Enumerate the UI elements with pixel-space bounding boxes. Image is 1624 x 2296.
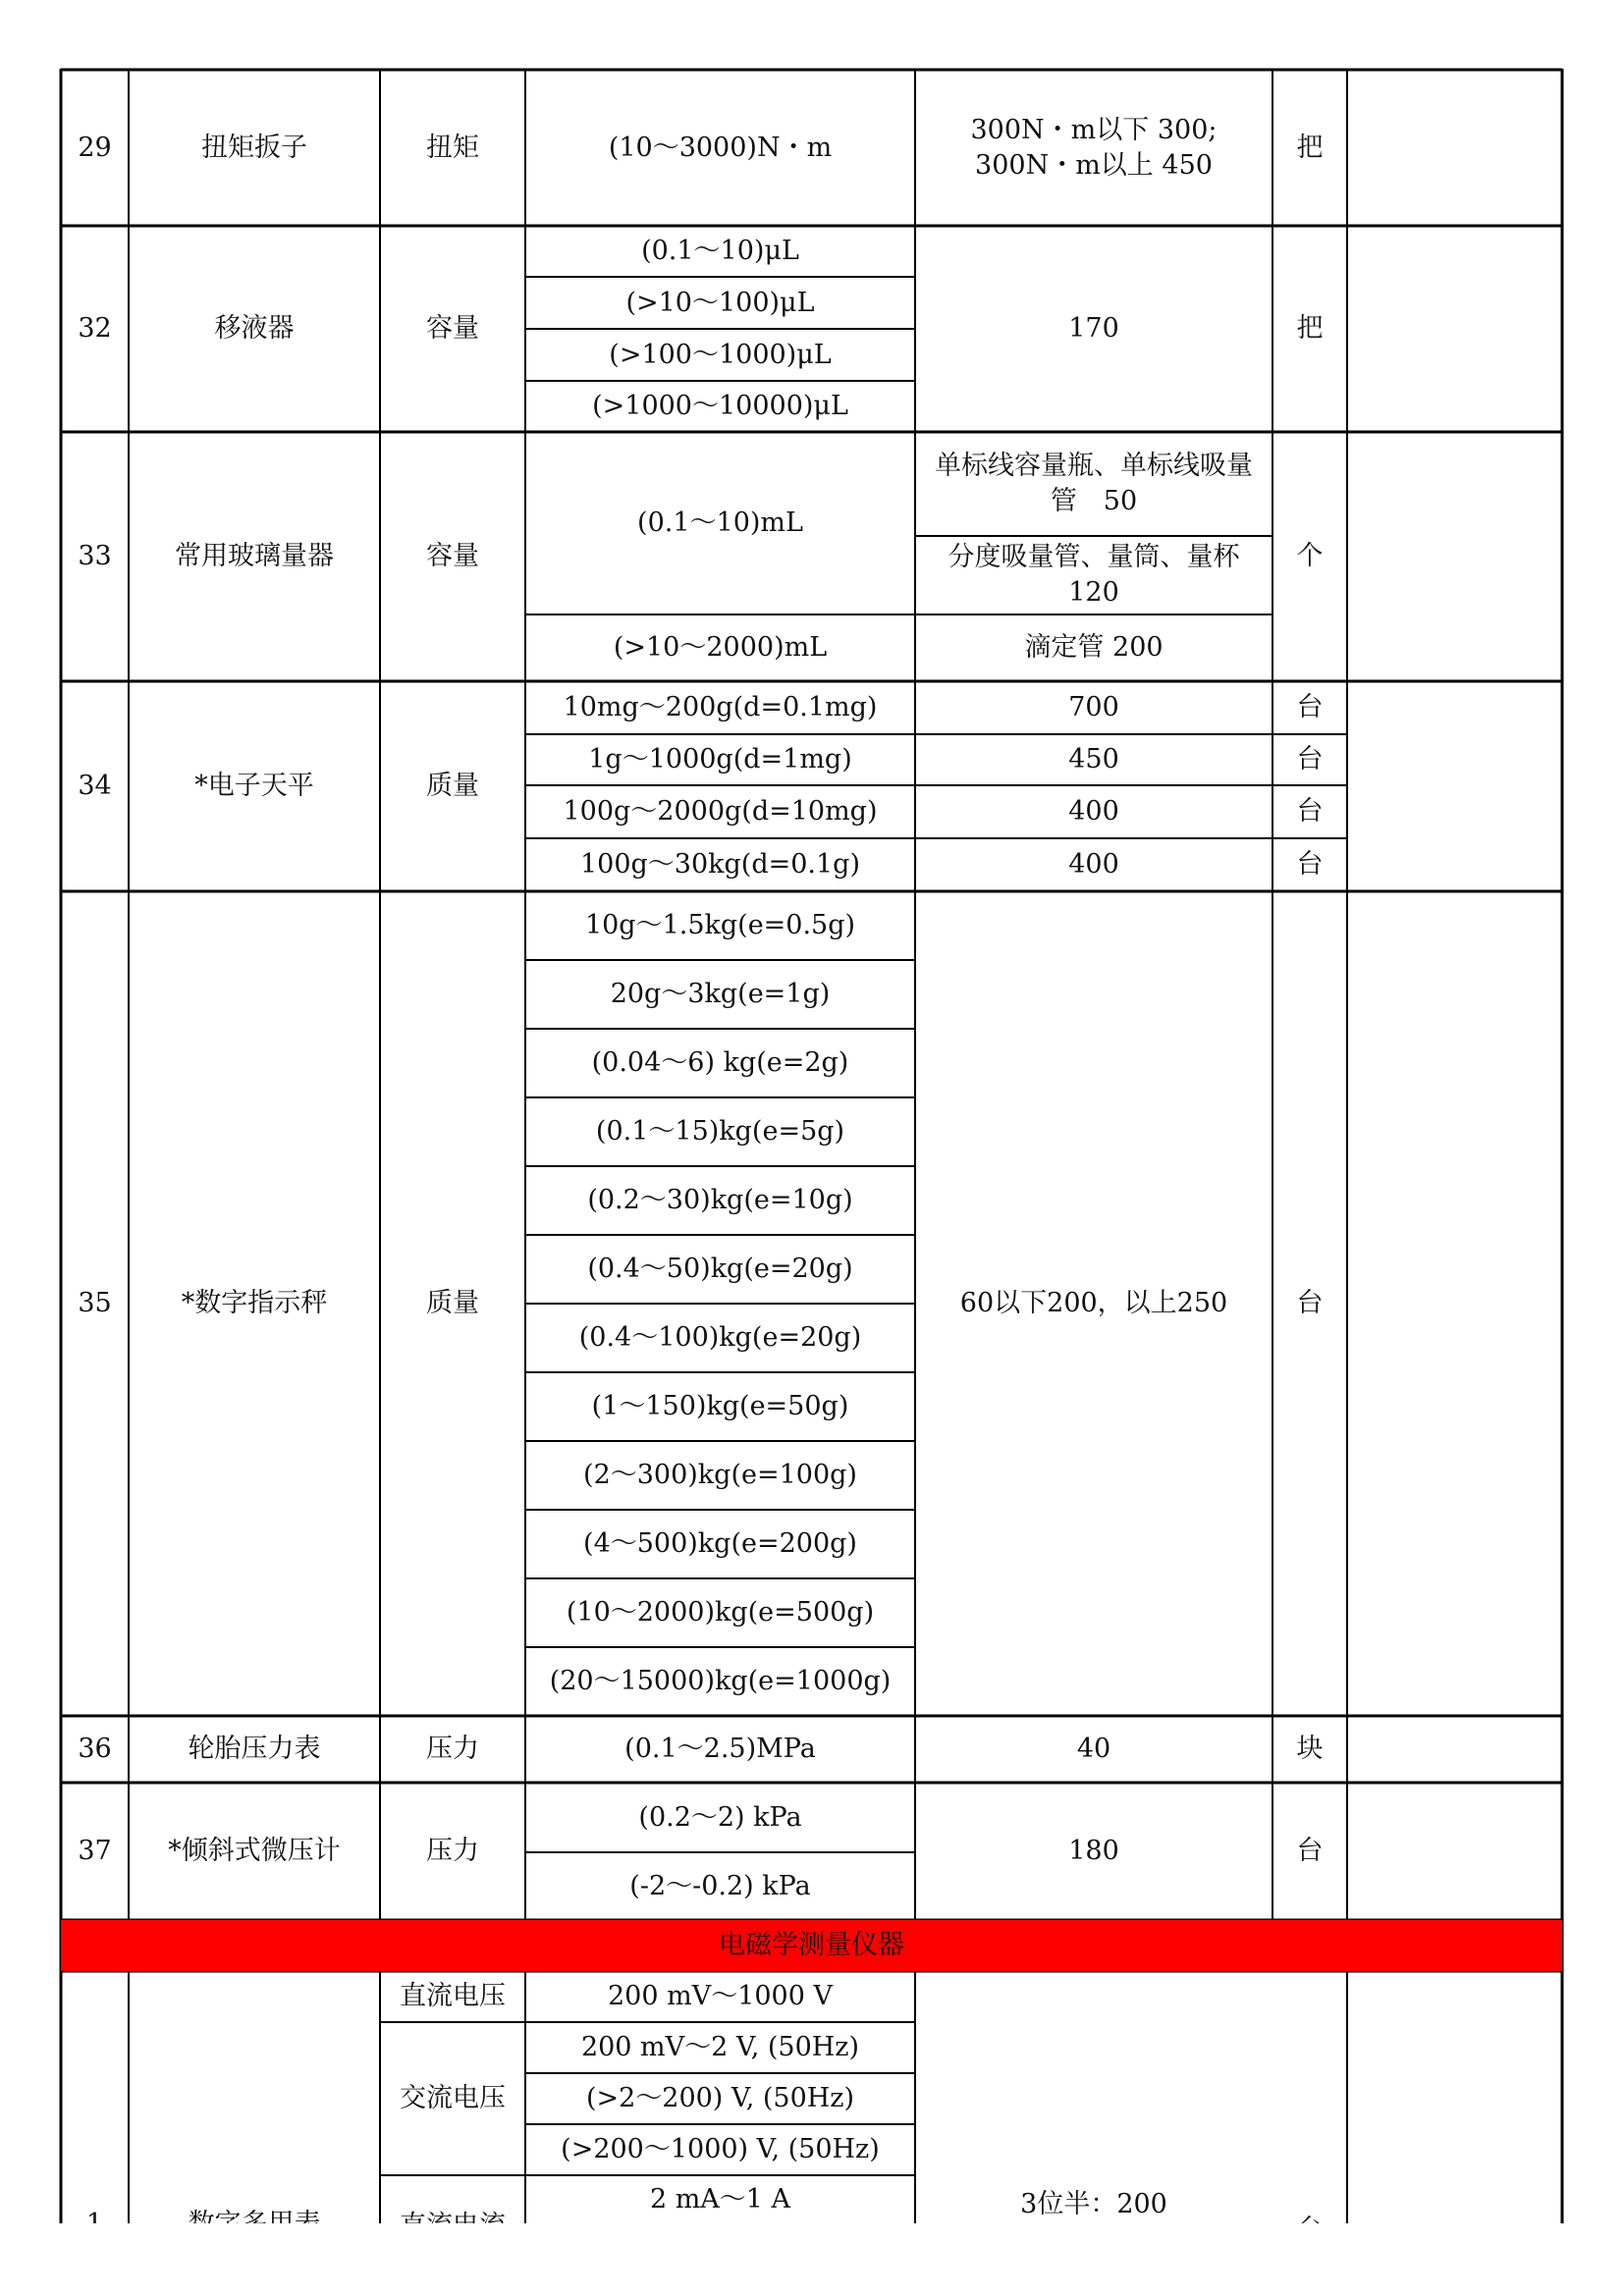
fee [915, 1716, 1272, 1783]
row-number-text: 29 [78, 133, 112, 163]
unit-text: 把 [1296, 133, 1324, 163]
measuring-range [525, 614, 915, 681]
row-number [61, 432, 129, 681]
measured-parameter [380, 1971, 525, 2022]
instrument-name-text: *数字指示秤 [181, 1288, 328, 1318]
measuring-range-text: 10mg～200g(d=0.1mg) [563, 692, 878, 722]
measuring-range-text: (4～500)kg(e=200g) [583, 1528, 857, 1559]
measuring-range [525, 1716, 915, 1783]
row-number [61, 681, 129, 891]
measuring-range [525, 226, 915, 277]
measuring-range [525, 1235, 915, 1304]
fee-text: 400 [1068, 849, 1119, 880]
unit [1272, 681, 1347, 734]
fee-text: 300N・m以下 300; 300N・m以上 450 [970, 115, 1218, 181]
unit [1272, 734, 1347, 785]
measured-parameter-text: 容量 [426, 541, 479, 571]
measuring-range [525, 1971, 915, 2022]
unit-text: 台 [1296, 692, 1324, 722]
fee-text: 400 [1068, 796, 1119, 827]
measuring-range-text: (20～15000)kg(e=1000g) [549, 1666, 892, 1696]
measuring-range [525, 681, 915, 734]
instrument-name-text: *电子天平 [194, 771, 314, 801]
fee [915, 71, 1272, 226]
fee-text: 3位半：200 [1020, 2189, 1167, 2219]
measuring-range-text: 20g～3kg(e=1g) [610, 979, 831, 1009]
row-number [61, 1716, 129, 1783]
row-number-text: 36 [78, 1734, 112, 1764]
measured-parameter [380, 891, 525, 1716]
measured-parameter [380, 681, 525, 891]
row-number [61, 891, 129, 1716]
row-number [61, 71, 129, 226]
measuring-range [525, 1647, 915, 1716]
row-number-text: 35 [78, 1288, 112, 1318]
measuring-range [525, 1304, 915, 1372]
measuring-range-text: 100g～2000g(d=10mg) [563, 796, 878, 827]
measuring-range-text: (0.04～6) kg(e=2g) [591, 1047, 849, 1078]
fee-text: 40 [1076, 1734, 1111, 1764]
measured-parameter-text: 直流电压 [400, 1981, 506, 2011]
measuring-range [525, 71, 915, 226]
measuring-range-text: (0.1～10)μL [641, 236, 799, 266]
fee [915, 838, 1272, 891]
unit-text: 台 [1296, 1288, 1324, 1318]
fee [915, 536, 1272, 614]
measuring-range-text: 100g～30kg(d=0.1g) [579, 849, 861, 880]
remark [1347, 891, 1562, 1716]
instrument-name [129, 1783, 380, 1920]
unit [1272, 838, 1347, 891]
fee [915, 681, 1272, 734]
unit-text: 台 [1296, 1836, 1324, 1866]
fee-text: 单标线容量瓶、单标线吸量管 50 [935, 451, 1253, 516]
measuring-range [525, 1783, 915, 1852]
measuring-range-text: (1～150)kg(e=50g) [591, 1391, 849, 1421]
unit-text: 台 [1296, 849, 1324, 880]
measuring-range-text: (-2～-0.2) kPa [629, 1870, 811, 1901]
measuring-range-text: (0.4～100)kg(e=20g) [578, 1322, 862, 1353]
row-number-text: 34 [78, 771, 112, 801]
instrument-name [129, 71, 380, 226]
fee [915, 734, 1272, 785]
remark [1347, 226, 1562, 432]
fee-text: 滴定管 200 [1024, 632, 1164, 663]
instrument-name [129, 226, 380, 432]
measuring-range [525, 381, 915, 432]
measuring-range [525, 1578, 915, 1647]
measuring-range-text: (10～2000)kg(e=500g) [566, 1597, 875, 1628]
measuring-range [525, 1852, 915, 1920]
fee [915, 785, 1272, 838]
fee [915, 614, 1272, 681]
measuring-range-text: (>10～2000)mL [613, 632, 828, 663]
measuring-range [525, 1510, 915, 1578]
measuring-range-text: (>10～100)μL [625, 287, 815, 318]
measured-parameter-text: 压力 [426, 1734, 479, 1764]
measured-parameter [380, 71, 525, 226]
measuring-range-text: (0.1～10)mL [637, 507, 803, 538]
instrument-name-text: *倾斜式微压计 [168, 1836, 341, 1866]
measuring-range [525, 277, 915, 329]
fee-text: 180 [1068, 1836, 1119, 1866]
measuring-range-text: 200 mV～2 V, (50Hz) [580, 2032, 860, 2062]
unit-text: 块 [1296, 1734, 1324, 1764]
measuring-range-text: (0.2～30)kg(e=10g) [587, 1185, 853, 1215]
measuring-range-text: (0.4～50)kg(e=20g) [587, 1254, 853, 1284]
unit-text: 把 [1296, 313, 1324, 344]
row-number-text: 33 [78, 541, 112, 571]
instrument-name-text: 轮胎压力表 [188, 1734, 321, 1764]
page-cutoff [0, 2223, 1624, 2296]
measuring-range [525, 2073, 915, 2124]
row-number-text: 32 [78, 313, 112, 344]
measuring-range [525, 432, 915, 614]
fee-text: 700 [1068, 692, 1119, 722]
row-number-text: 37 [78, 1836, 112, 1866]
unit [1272, 432, 1347, 681]
instrument-name-text: 移液器 [214, 313, 295, 344]
row-number [61, 226, 129, 432]
instrument-name [129, 681, 380, 891]
measured-parameter [380, 2022, 525, 2175]
measuring-range [525, 2022, 915, 2073]
measuring-range [525, 838, 915, 891]
measuring-range [525, 960, 915, 1029]
section-title [61, 1920, 1562, 1971]
measured-parameter-text: 压力 [426, 1836, 479, 1866]
unit-text: 台 [1296, 796, 1324, 827]
measuring-range-text: (>200～1000) V, (50Hz) [561, 2134, 880, 2164]
instrument-name [129, 1716, 380, 1783]
measuring-range [525, 2124, 915, 2175]
unit [1272, 1716, 1347, 1783]
measuring-range [525, 2175, 915, 2223]
instrument-name-text: 常用玻璃量器 [175, 541, 334, 571]
fee-text: 450 [1068, 744, 1119, 774]
measuring-range [525, 1166, 915, 1235]
unit [1272, 71, 1347, 226]
instrument-name [129, 891, 380, 1716]
remark [1347, 681, 1562, 891]
fee [915, 891, 1272, 1716]
row-number [61, 1783, 129, 1920]
unit [1272, 891, 1347, 1716]
measuring-range-text: 2 mA～1 A [649, 2183, 791, 2215]
measuring-range [525, 1372, 915, 1441]
measured-parameter-text: 容量 [426, 313, 479, 344]
measured-parameter [380, 432, 525, 681]
unit [1272, 785, 1347, 838]
remark [1347, 432, 1562, 681]
measuring-range-text: (10～3000)N・m [608, 133, 833, 163]
instrument-name [129, 432, 380, 681]
measuring-range [525, 1441, 915, 1510]
measuring-range-text: (2～300)kg(e=100g) [583, 1460, 857, 1490]
unit-text: 台 [1296, 744, 1324, 774]
measured-parameter [380, 1783, 525, 1920]
measuring-range [525, 1097, 915, 1166]
measuring-range [525, 734, 915, 785]
measuring-range [525, 329, 915, 381]
fee-text: 170 [1068, 313, 1119, 344]
fee [915, 226, 1272, 432]
measured-parameter [380, 226, 525, 432]
measuring-range-text: (0.1～15)kg(e=5g) [595, 1116, 845, 1147]
instrument-name-text: 扭矩扳子 [201, 133, 307, 163]
measured-parameter-text: 扭矩 [426, 133, 479, 163]
remark [1347, 1716, 1562, 1783]
unit-text: 个 [1296, 541, 1324, 571]
measured-parameter-text: 交流电压 [400, 2083, 506, 2113]
measured-parameter-text: 质量 [426, 771, 479, 801]
fee-text: 分度吸量管、量筒、量杯 120 [947, 542, 1240, 608]
measured-parameter [380, 1716, 525, 1783]
measuring-range-text: (>2～200) V, (50Hz) [585, 2083, 855, 2113]
measuring-range-text: (>1000～10000)μL [592, 391, 848, 421]
fee-text: 60以下200，以上250 [959, 1288, 1228, 1318]
fee [915, 432, 1272, 536]
measuring-range-text: 10g～1.5kg(e=0.5g) [584, 910, 856, 940]
measuring-range-text: (0.2～2) kPa [638, 1801, 802, 1833]
remark [1347, 71, 1562, 226]
measuring-range-text: (0.1～2.5)MPa [624, 1734, 816, 1764]
measuring-range-text: (>100～1000)μL [609, 339, 832, 370]
remark [1347, 1783, 1562, 1920]
fee [915, 1783, 1272, 1920]
measuring-range-text: 1g～1000g(d=1mg) [588, 744, 852, 774]
unit [1272, 226, 1347, 432]
measuring-range [525, 1029, 915, 1097]
unit [1272, 1783, 1347, 1920]
measured-parameter-text: 质量 [426, 1288, 479, 1318]
measuring-range [525, 785, 915, 838]
section-title-text: 电磁学测量仪器 [719, 1930, 904, 1960]
measuring-range-text: 200 mV～1000 V [607, 1981, 833, 2011]
measuring-range [525, 891, 915, 960]
